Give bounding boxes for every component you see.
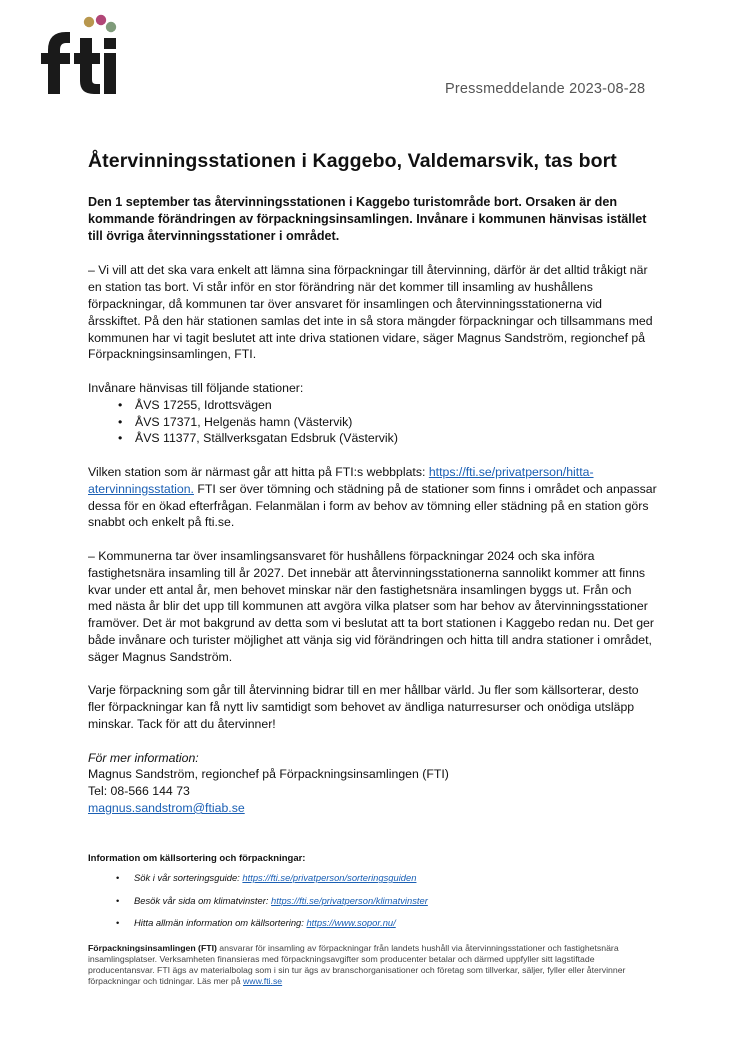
station-item: • ÅVS 17255, Idrottsvägen	[118, 397, 658, 414]
paragraph-2-rest: FTI ser över tömning och städning på de stationer som finns i området och anpassar dessa för en ökad efterfrågan. Felanmälan i form av behov av tömning eller städning på en station görs snabbt och enkelt på fti.se.	[88, 481, 657, 530]
fti-logo	[40, 14, 122, 98]
contact-email-link[interactable]: magnus.sandstrom@ftiab.se	[88, 800, 245, 815]
info-item	[116, 872, 428, 883]
info-item-label: Hitta allmän information om källsortering:	[134, 917, 307, 928]
article-title: Återvinningsstationen i Kaggebo, Valdemarsvik, tas bort	[88, 150, 617, 172]
sorting-guide-link[interactable]: https://fti.se/privatperson/sorteringsguiden	[242, 872, 417, 883]
station-item: • ÅVS 11377, Ställverksgatan Edsbruk (Västervik)	[118, 430, 658, 447]
article-body	[88, 194, 658, 817]
paragraph-2-intro: Vilken station som är närmast går att hitta på FTI:s webbplats:	[88, 464, 429, 479]
info-item-label: Besök vår sida om klimatvinster:	[134, 894, 272, 906]
logo-dot-sage	[106, 22, 116, 32]
article-paragraph-4: Varje förpackning som går till återvinning bidrar till en mer hållbar värld. Ju fler som källsorterar, desto fler förpackningar kan få nytt liv samtidigt som behovet av ändliga naturresurser och onödiga utsläpp minskar. Tack för att du återvinner!	[88, 683, 639, 731]
logo-dot-berry	[96, 15, 106, 25]
contact-heading: För mer information:	[88, 750, 199, 765]
boilerplate-org: Förpackningsinsamlingen (FTI)	[88, 943, 217, 953]
fti-website-link[interactable]: www.fti.se	[243, 976, 283, 986]
article-paragraph-1: – Vi vill att det ska vara enkelt att lämna sina förpackningar till återvinning, därför är det alltid tråkigt när en station tas bort. Vi står inför en stor förändring när det kommer till insamling av hushållens förpackningar, då kommunen tar över ansvaret för insamlingen och återvinningsstationerna vid årsskiftet. På den här stationen samlas det inte in så stora mängder förpackningar och tillsammans med kommunen har vi tagit beslutet att inte driva stationen vidare, säger Magnus Sandström, regionchef på Förpackningsinsamlingen, FTI.	[88, 263, 653, 362]
climate-gains-link[interactable]: https://fti.se/privatperson/klimatvinster	[271, 894, 428, 906]
contact-phone: Tel: 08-566 144 73	[88, 784, 190, 799]
article-paragraph-3: – Kommunerna tar över insamlingsansvaret för hushållens förpackningar 2024 och ska införa fastighetsnära insamling till år 2027. Det innebär att återvinningsstationerna sannolikt kommer att finns kvar under ett antal år, men behovet minskar när den fastighetsnära insamlingen byggs ut. Från och med nästa år blir det upp till kommunen att avgöra vilka platser som har behov av återvinningsstationer framöver. Det är mot bakgrund av detta som vi beslutat att ta bort stationen i Kaggebo redan nu. Det ger både invånare och turister möjlighet att vänja sig vid förändringen och hitta till andra stationer i området, säger Magnus Sandström.	[88, 548, 654, 664]
stations-intro: Invånare hänvisas till följande stationer:	[88, 380, 304, 395]
sopor-link[interactable]: https://www.sopor.nu/	[306, 917, 396, 928]
contact-name: Magnus Sandström, regionchef på Förpackningsinsamlingen (FTI)	[88, 767, 449, 782]
press-release-date: Pressmeddelande 2023-08-28	[445, 81, 646, 97]
info-item	[116, 895, 428, 906]
station-finder-link[interactable]: https://fti.se/privatperson/hitta-atervinningsstation.	[88, 464, 594, 496]
info-list	[88, 872, 428, 940]
boilerplate	[88, 943, 658, 987]
boilerplate-text: ansvarar för insamling av förpackningar från landets hushåll via återvinningsstationer och fastighetsnära insamlingsplatser. Verksamheten finansieras med förpackningsavgifter som producenter betalar och därmed uppfyller sitt lagstiftade producentansvar. FTI ägs av materialbolag som i sin tur ägs av branschorganisationer och företag som tillverkar, säljer, fyller eller återvinner förpackningar och tidningar. Läs mer på	[88, 943, 626, 986]
info-item	[116, 917, 428, 928]
station-item: • ÅVS 17371, Helgenäs hamn (Västervik)	[118, 414, 658, 431]
info-item-label: Sök i vår sorteringsguide:	[134, 872, 243, 883]
article-paragraph-2	[88, 464, 658, 531]
article-lead: Den 1 september tas återvinningsstationen i Kaggebo turistområde bort. Orsaken är den kommande förändringen av förpackningsinsamlingen. Invånare i kommunen hänvisas istället till övriga återvinningsstationer i området.	[88, 195, 647, 244]
logo-dot-gold	[84, 17, 94, 27]
stations-list	[88, 397, 658, 447]
info-heading: Information om källsortering och förpackningar:	[88, 853, 306, 864]
